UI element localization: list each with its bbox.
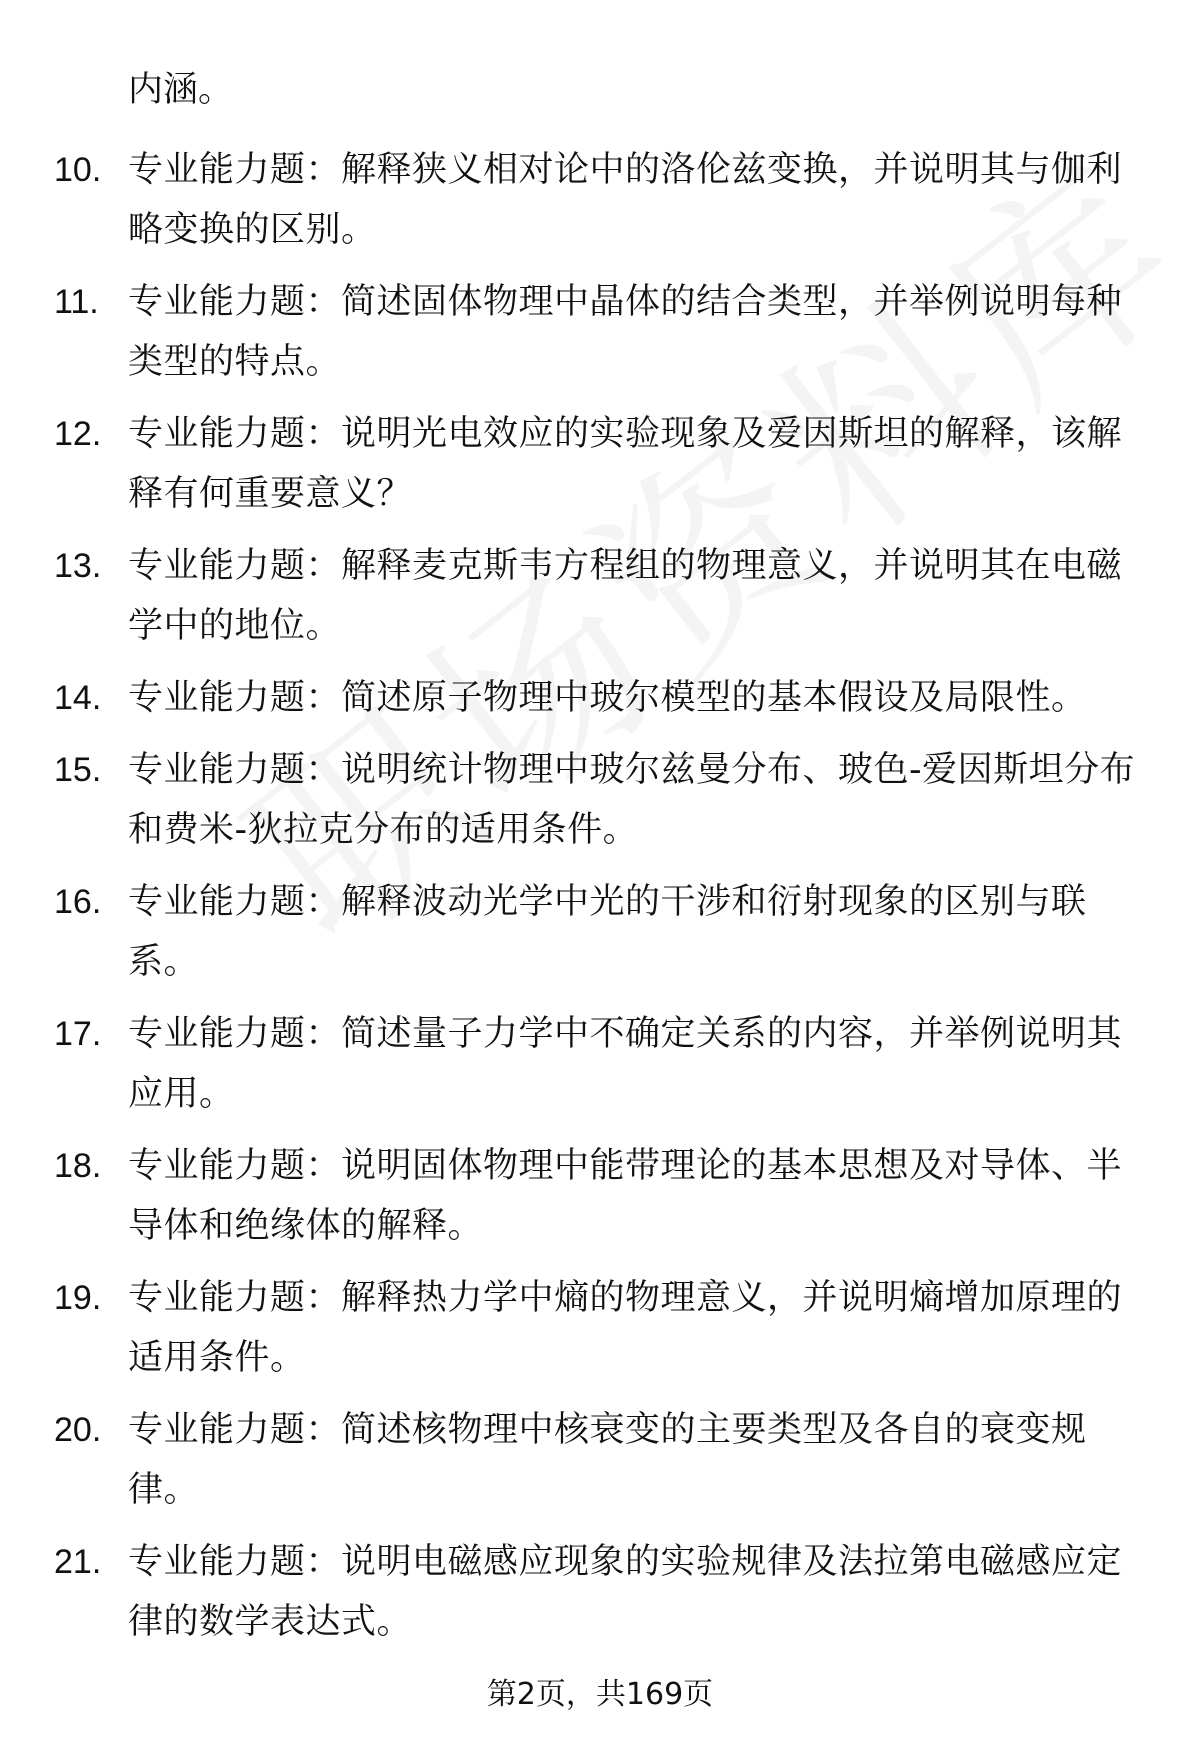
question-number: 12. [54, 415, 102, 453]
question-number: 14. [54, 679, 102, 717]
question-item [0, 404, 1200, 512]
question-text: 专业能力题：说明统计物理中玻尔兹曼分布、玻色-爱因斯坦分布和费米-狄拉克分布的适用条件。 [128, 750, 1136, 850]
question-item [0, 1400, 1200, 1508]
question-item [0, 1532, 1200, 1640]
question-number: 13. [54, 547, 102, 585]
question-list [0, 140, 1200, 1664]
question-text: 专业能力题：简述核物理中核衰变的主要类型及各自的衰变规律。 [128, 1410, 1087, 1510]
question-item [0, 140, 1200, 248]
question-text: 专业能力题：说明固体物理中能带理论的基本思想及对导体、半导体和绝缘体的解释。 [128, 1146, 1123, 1246]
question-text: 专业能力题：解释波动光学中光的干涉和衍射现象的区别与联系。 [128, 882, 1087, 982]
question-item [0, 1268, 1200, 1376]
question-item [0, 536, 1200, 644]
question-item [0, 872, 1200, 980]
continuation-text: 内涵。 [128, 70, 234, 110]
question-text: 专业能力题：简述固体物理中晶体的结合类型，并举例说明每种类型的特点。 [128, 282, 1123, 382]
question-item [0, 1004, 1200, 1112]
question-number: 15. [54, 751, 102, 789]
question-text: 专业能力题：简述量子力学中不确定关系的内容，并举例说明其应用。 [128, 1014, 1123, 1114]
question-item [0, 668, 1200, 716]
question-text: 专业能力题：简述原子物理中玻尔模型的基本假设及局限性。 [128, 678, 1087, 718]
question-number: 19. [54, 1279, 102, 1317]
question-number: 10. [54, 151, 102, 189]
question-number: 18. [54, 1147, 102, 1185]
question-number: 17. [54, 1015, 102, 1053]
question-text: 专业能力题：解释狭义相对论中的洛伦兹变换，并说明其与伽利略变换的区别。 [128, 150, 1123, 250]
question-text: 专业能力题：解释麦克斯韦方程组的物理意义，并说明其在电磁学中的地位。 [128, 546, 1123, 646]
question-text: 专业能力题：说明电磁感应现象的实验规律及法拉第电磁感应定律的数学表达式。 [128, 1542, 1123, 1642]
question-number: 16. [54, 883, 102, 921]
question-item [0, 740, 1200, 848]
page-footer: 第2页，共169页 [486, 1677, 714, 1712]
question-item [0, 1136, 1200, 1244]
question-text: 专业能力题：说明光电效应的实验现象及爱因斯坦的解释，该解释有何重要意义？ [128, 414, 1123, 514]
question-number: 21. [54, 1543, 102, 1581]
question-item [0, 272, 1200, 380]
question-text: 专业能力题：解释热力学中熵的物理意义，并说明熵增加原理的适用条件。 [128, 1278, 1123, 1378]
question-number: 11. [54, 283, 99, 321]
question-number: 20. [54, 1411, 102, 1449]
